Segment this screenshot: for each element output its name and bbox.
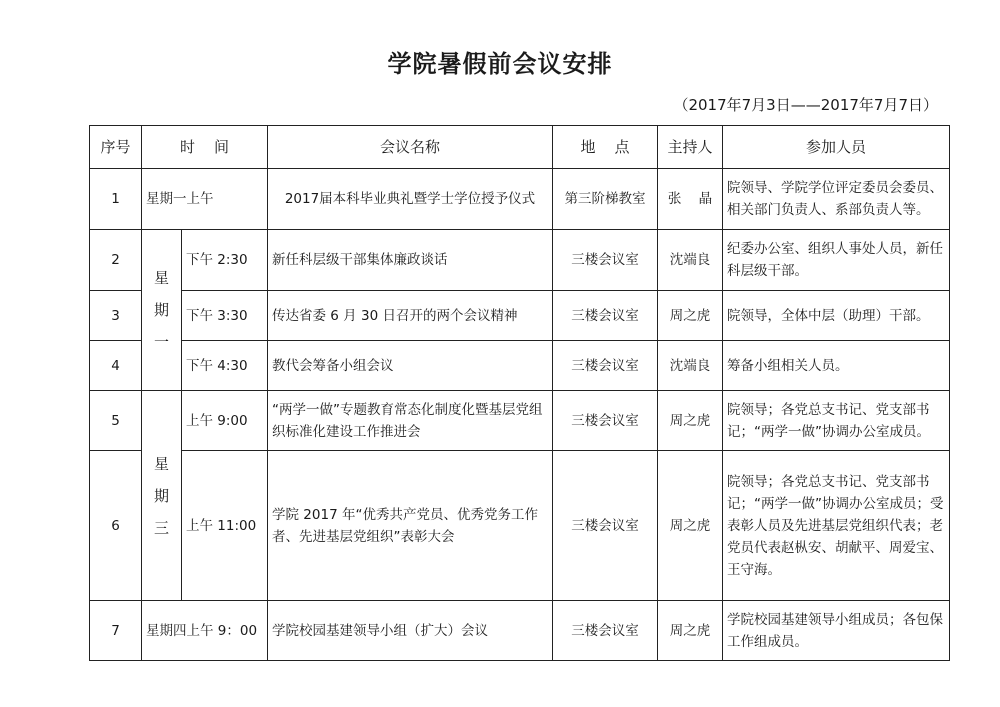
row-host: 沈端良 bbox=[658, 230, 723, 291]
row-name: 教代会筹备小组会议 bbox=[268, 341, 553, 391]
row-place: 第三阶梯教室 bbox=[553, 169, 658, 230]
header-time: 时 间 bbox=[142, 126, 268, 169]
row-attendees: 纪委办公室、组织人事处人员，新任科层级干部。 bbox=[723, 230, 950, 291]
row-host: 周之虎 bbox=[658, 391, 723, 451]
row-host: 沈端良 bbox=[658, 341, 723, 391]
row-place: 三楼会议室 bbox=[553, 291, 658, 341]
row-seq: 4 bbox=[90, 341, 142, 391]
row-name: 学院 2017 年“优秀共产党员、优秀党务工作者、先进基层党组织”表彰大会 bbox=[268, 451, 553, 601]
row-name: 新任科层级干部集体廉政谈话 bbox=[268, 230, 553, 291]
table-row bbox=[90, 169, 950, 230]
row-attendees: 筹备小组相关人员。 bbox=[723, 341, 950, 391]
row-seq: 6 bbox=[90, 451, 142, 601]
row-time: 星期一上午 bbox=[142, 169, 268, 230]
header-place: 地 点 bbox=[553, 126, 658, 169]
table-row bbox=[90, 601, 950, 661]
row-place: 三楼会议室 bbox=[553, 230, 658, 291]
row-place: 三楼会议室 bbox=[553, 341, 658, 391]
row-seq: 3 bbox=[90, 291, 142, 341]
row-time: 下午 2:30 bbox=[182, 230, 268, 291]
header-seq: 序号 bbox=[90, 126, 142, 169]
group-char: 三 bbox=[153, 518, 169, 537]
row-host: 周之虎 bbox=[658, 451, 723, 601]
row-attendees: 院领导，全体中层（助理）干部。 bbox=[723, 291, 950, 341]
row-place: 三楼会议室 bbox=[553, 391, 658, 451]
row-seq: 7 bbox=[90, 601, 142, 661]
row-place: 三楼会议室 bbox=[553, 601, 658, 661]
table-header-row bbox=[90, 126, 950, 169]
row-name: 学院校园基建领导小组（扩大）会议 bbox=[268, 601, 553, 661]
row-name: “两学一做”专题教育常态化制度化暨基层党组织标准化建设工作推进会 bbox=[268, 391, 553, 451]
row-host: 张 晶 bbox=[658, 169, 723, 230]
row-time: 上午 9:00 bbox=[182, 391, 268, 451]
row-seq: 2 bbox=[90, 230, 142, 291]
row-time: 上午 11:00 bbox=[182, 451, 268, 601]
table-row bbox=[90, 230, 950, 291]
meeting-table bbox=[89, 125, 950, 661]
row-time: 下午 3:30 bbox=[182, 291, 268, 341]
header-name: 会议名称 bbox=[268, 126, 553, 169]
row-seq: 5 bbox=[90, 391, 142, 451]
row-host: 周之虎 bbox=[658, 291, 723, 341]
header-host: 主持人 bbox=[658, 126, 723, 169]
group-char: 星 bbox=[153, 269, 169, 287]
row-name: 传达省委 6 月 30 日召开的两个会议精神 bbox=[268, 291, 553, 341]
row-place: 三楼会议室 bbox=[553, 451, 658, 601]
page-title: 学院暑假前会议安排 bbox=[387, 49, 613, 78]
header-attendees: 参加人员 bbox=[723, 126, 950, 169]
group-monday bbox=[142, 230, 182, 391]
table-row bbox=[90, 451, 950, 601]
table-row bbox=[90, 341, 950, 391]
row-host: 周之虎 bbox=[658, 601, 723, 661]
row-seq: 1 bbox=[90, 169, 142, 230]
date-range: （2017年7月3日——2017年7月7日） bbox=[673, 96, 938, 114]
row-time: 下午 4:30 bbox=[182, 341, 268, 391]
group-char: 期 bbox=[153, 301, 169, 319]
table-row bbox=[90, 391, 950, 451]
row-name: 2017届本科毕业典礼暨学士学位授予仪式 bbox=[268, 169, 553, 230]
table-row bbox=[90, 291, 950, 341]
row-attendees: 院领导、学院学位评定委员会委员、相关部门负责人、系部负责人等。 bbox=[723, 169, 950, 230]
row-attendees: 院领导；各党总支书记、党支部书记；“两学一做”协调办公室成员。 bbox=[723, 391, 950, 451]
row-time: 星期四上午 9：00 bbox=[142, 601, 268, 661]
row-attendees: 学院校园基建领导小组成员；各包保工作组成员。 bbox=[723, 601, 950, 661]
group-char: 一 bbox=[153, 333, 169, 351]
group-char: 星 bbox=[153, 454, 169, 473]
row-attendees: 院领导；各党总支书记、党支部书记；“两学一做”协调办公室成员；受表彰人员及先进基层党组织代表；老党员代表赵枞安、胡献平、周爱宝、王守海。 bbox=[723, 451, 950, 601]
group-char: 期 bbox=[153, 486, 169, 505]
group-wednesday bbox=[142, 391, 182, 601]
